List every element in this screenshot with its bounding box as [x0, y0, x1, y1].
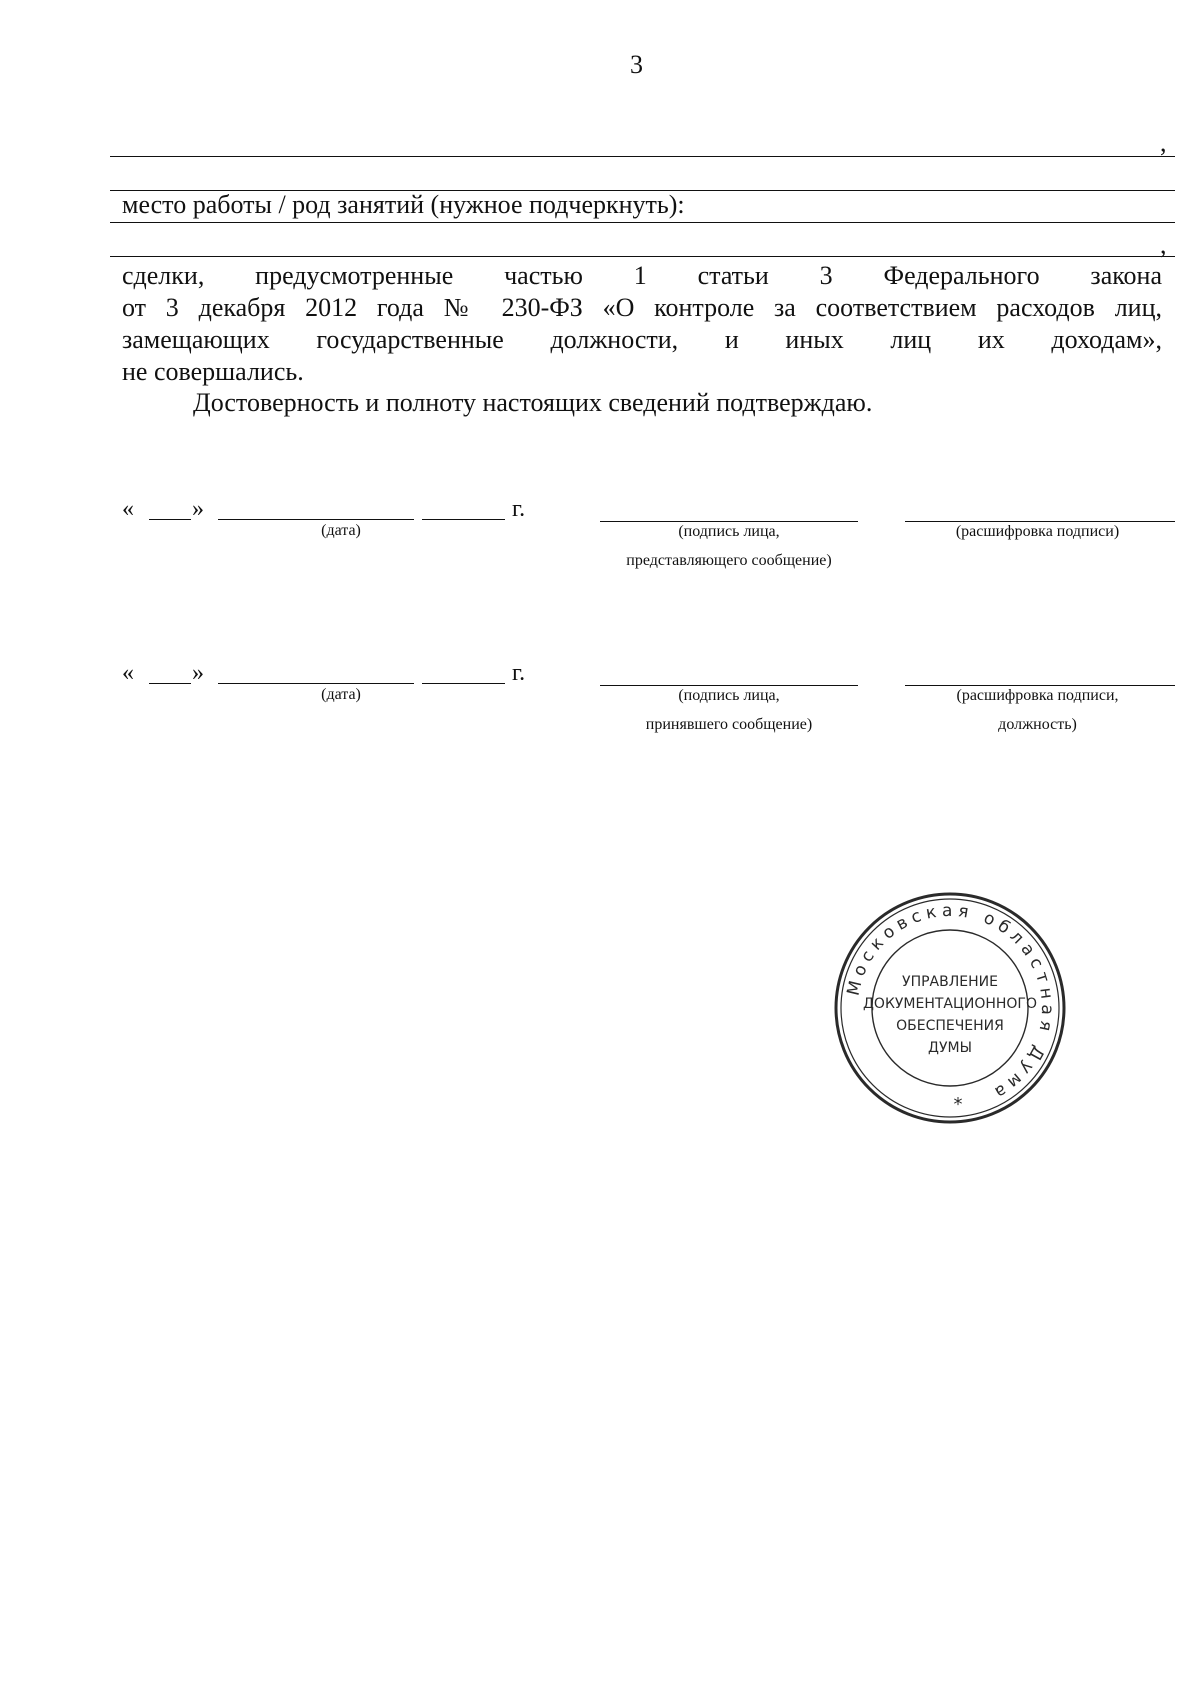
date-quote-close: » — [192, 496, 204, 522]
signature-decode-line — [905, 685, 1175, 686]
date-caption: (дата) — [321, 686, 361, 703]
date-year-line — [422, 683, 505, 684]
page-number: 3 — [630, 50, 643, 79]
signature-caption-1: (подпись лица, — [678, 687, 780, 704]
year-suffix: г. — [512, 660, 526, 686]
stamp-star-icon: * — [953, 1094, 963, 1115]
body-line-2: от 3 декабря 2012 года № 230-ФЗ «О контроле за соответствием расходов лиц, — [122, 293, 1162, 322]
date-month-line — [218, 683, 414, 684]
stamp-center-line-1: УПРАВЛЕНИЕ — [902, 974, 998, 990]
date-month-line — [218, 519, 414, 520]
official-stamp — [830, 888, 1070, 1128]
date-day-line — [149, 519, 191, 520]
line-comma-1: , — [1160, 128, 1167, 157]
signature-decode-line — [905, 521, 1175, 522]
body-line-3: замещающих государственные должности, и иных лиц их доходам», — [122, 325, 1162, 354]
signature-line — [600, 685, 858, 686]
line-comma-2: , — [1160, 230, 1167, 259]
signature-caption-1: (подпись лица, — [678, 523, 780, 540]
blank-line-4 — [110, 256, 1175, 257]
stamp-graphic — [830, 888, 1070, 1128]
stamp-center-line-3: ОБЕСПЕЧЕНИЯ — [896, 1018, 1004, 1034]
date-year-line — [422, 519, 505, 520]
signature-caption-2: представляющего сообщение) — [626, 552, 832, 569]
date-quote-open: « — [122, 496, 134, 522]
blank-line-3 — [110, 222, 1175, 223]
workplace-label: место работы / род занятий (нужное подчеркнуть): — [122, 190, 685, 219]
date-quote-close: » — [192, 660, 204, 686]
signature-decode-caption-1: (расшифровка подписи) — [955, 523, 1120, 540]
date-caption: (дата) — [321, 522, 361, 539]
confirmation-text: Достоверность и полноту настоящих сведений подтверждаю. — [193, 388, 873, 417]
signature-decode-caption-2: должность) — [998, 716, 1077, 733]
body-line-1: сделки, предусмотренные частью 1 статьи 3 Федерального закона — [122, 261, 1162, 290]
signature-line — [600, 521, 858, 522]
stamp-ring-text: Московская областная Дума — [843, 900, 1058, 1105]
signature-caption-2: принявшего сообщение) — [645, 716, 813, 733]
signature-decode-caption-1: (расшифровка подписи, — [956, 687, 1119, 704]
date-day-line — [149, 683, 191, 684]
blank-line-1 — [110, 156, 1175, 157]
stamp-center-line-2: ДОКУМЕНТАЦИОННОГО — [862, 996, 1038, 1012]
date-quote-open: « — [122, 660, 134, 686]
stamp-center-line-4: ДУМЫ — [928, 1040, 972, 1056]
body-line-4: не совершались. — [122, 357, 304, 386]
year-suffix: г. — [512, 496, 526, 522]
